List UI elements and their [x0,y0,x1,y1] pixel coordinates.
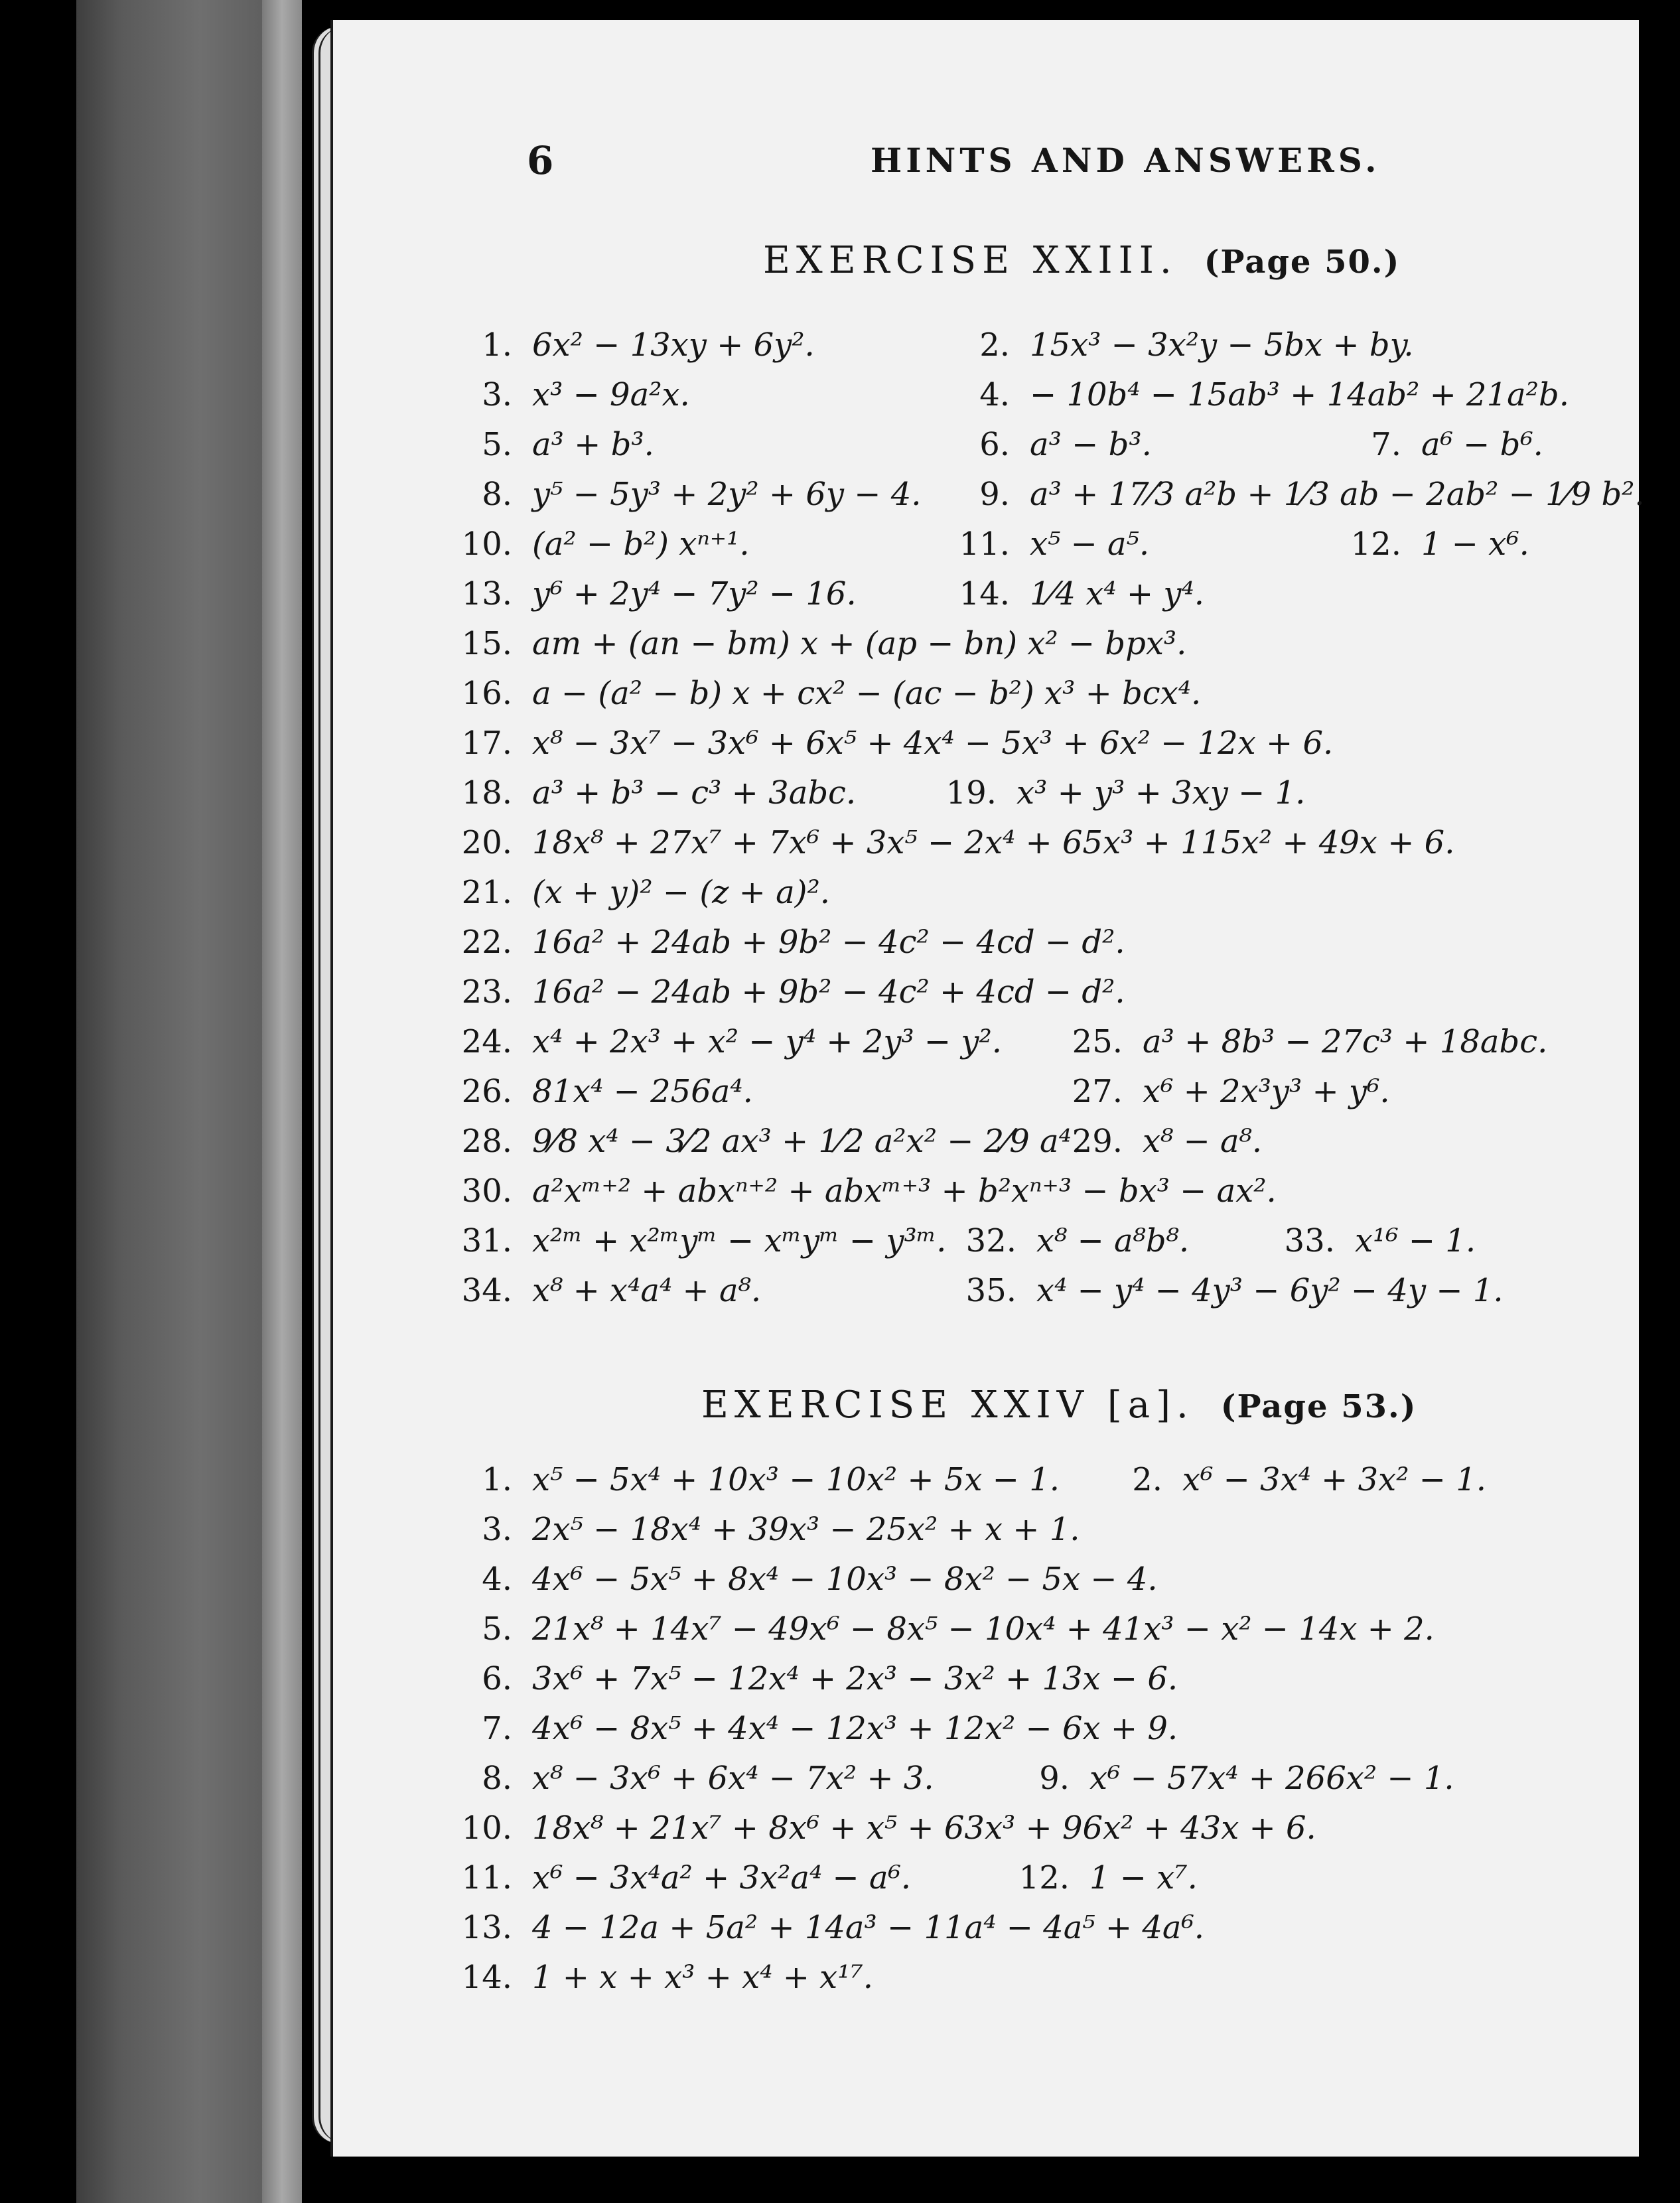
answer-item: 10. (a² − b²) xⁿ⁺¹. [461,526,750,563]
answer-row [333,1954,1639,2001]
page-reference: (Page 50.) [1204,244,1401,281]
answer-item: 24. x⁴ + 2x³ + x² − y⁴ + 2y³ − y². [461,1023,1003,1060]
answer-item: 1. 6x² − 13xy + 6y². [482,326,815,364]
answer-item: 33. x¹⁶ − 1. [1284,1222,1476,1259]
answer-item: 5. 21x⁸ + 14x⁷ − 49x⁶ − 8x⁵ − 10x⁴ + 41x³ − x² − 14x + 2. [482,1610,1435,1648]
answer-row [333,1068,1639,1115]
answer-item: 34. x⁸ + x⁴a⁴ + a⁸. [461,1272,762,1309]
answer-row [333,571,1639,617]
answer-row [333,1656,1639,1702]
answer-item: 8. y⁵ − 5y³ + 2y² + 6y − 4. [482,476,922,513]
answer-item: 17. x⁸ − 3x⁷ − 3x⁶ + 6x⁵ + 4x⁴ − 5x³ + 6x² − 12x + 6. [461,725,1334,762]
book-spine-band [262,0,302,2203]
running-title: HINTS AND ANSWERS. [871,141,1381,180]
answer-item: 15. am + (an − bm) x + (ap − bn) x² − bpx³. [461,625,1187,662]
answer-item: 9. x⁶ − 57x⁴ + 266x² − 1. [1039,1760,1454,1797]
answer-item: 2. 15x³ − 3x²y − 5bx + by. [979,326,1414,364]
answer-row [333,1705,1639,1752]
answer-row [333,1904,1639,1951]
answer-row [333,1805,1639,1851]
answer-item: 7. a⁶ − b⁶. [1371,426,1543,463]
exercise-title: EXERCISE XXIII. [763,239,1178,282]
page-reference: (Page 53.) [1220,1388,1417,1425]
answer-row [333,919,1639,965]
answer-item: 19. x³ + y³ + 3xy − 1. [945,774,1306,812]
answer-item: 30. a²xᵐ⁺² + abxⁿ⁺² + abxᵐ⁺³ + b²xⁿ⁺³ − bx³ − ax². [461,1173,1277,1210]
answer-row [333,471,1645,518]
exercise-title: EXERCISE XXIV [a]. [701,1384,1194,1427]
answer-row [333,1556,1639,1602]
answer-item: 3. x³ − 9a²x. [482,376,690,413]
answer-row [333,1606,1639,1652]
answer-item: 5. a³ + b³. [482,426,654,463]
answer-item: 27. x⁶ + 2x³y³ + y⁶. [1072,1073,1390,1110]
answer-item: 10. 18x⁸ + 21x⁷ + 8x⁶ + x⁵ + 63x³ + 96x² + 43x + 6. [461,1810,1316,1847]
answer-item: 18. a³ + b³ − c³ + 3abc. [461,774,857,812]
answer-item: 25. a³ + 8b³ − 27c³ + 18abc. [1072,1023,1548,1060]
answer-item: 8. x⁸ − 3x⁶ + 6x⁴ − 7x² + 3. [482,1760,934,1797]
answer-item: 32. x⁸ − a⁸b⁸. [965,1222,1190,1259]
answer-item: 13. 4 − 12a + 5a² + 14a³ − 11a⁴ − 4a⁵ + 4a⁶. [461,1909,1204,1946]
answer-row [333,1118,1639,1165]
answer-item: 11. x⁵ − a⁵. [959,526,1150,563]
answer-row [333,1855,1639,1901]
answer-item: 2. x⁶ − 3x⁴ + 3x² − 1. [1132,1461,1487,1498]
exercise-heading [701,1384,1417,1427]
answer-row [333,1019,1639,1065]
answer-row [333,1506,1639,1553]
answer-item: 4. 4x⁶ − 5x⁵ + 8x⁴ − 10x³ − 8x² − 5x − 4. [482,1561,1158,1598]
answer-row [333,969,1639,1015]
book-page [330,20,1645,2157]
answer-item: 22. 16a² + 24ab + 9b² − 4c² − 4cd − d². [461,924,1125,961]
answer-row [333,521,1639,567]
answer-item: 26. 81x⁴ − 256a⁴. [461,1073,753,1110]
answer-row [333,770,1639,816]
answer-row [333,1755,1639,1802]
answer-item: 7. 4x⁶ − 8x⁵ + 4x⁴ − 12x³ + 12x² − 6x + 9. [482,1710,1178,1747]
answer-item: 21. (x + y)² − (z + a)². [461,874,830,911]
answer-item: 14. 1⁄4 x⁴ + y⁴. [959,575,1205,612]
answer-row [333,1168,1639,1214]
answer-row [333,620,1639,667]
answer-item: 13. y⁶ + 2y⁴ − 7y² − 16. [461,575,857,612]
answer-item: 9. a³ + 17⁄3 a²b + 1⁄3 ab − 2ab² − 1⁄9 b². [979,476,1645,513]
exercise-heading [763,239,1400,282]
answer-row [333,869,1639,916]
answer-row [333,1218,1639,1264]
answer-row [333,720,1639,766]
answer-row [333,372,1639,418]
answer-item: 6. 3x⁶ + 7x⁵ − 12x⁴ + 2x³ − 3x² + 13x − 6. [482,1660,1178,1697]
answer-item: 28. 9⁄8 x⁴ − 3⁄2 ax³ + 1⁄2 a²x² − 2⁄9 a⁴. [461,1123,1082,1160]
answer-row [333,819,1639,866]
answer-row [333,322,1639,368]
answer-item: 3. 2x⁵ − 18x⁴ + 39x³ − 25x² + x + 1. [482,1511,1080,1548]
answer-item: 31. x²ᵐ + x²ᵐyᵐ − xᵐyᵐ − y³ᵐ. [461,1222,947,1259]
answer-item: 35. x⁴ − y⁴ − 4y³ − 6y² − 4y − 1. [965,1272,1504,1309]
answer-item: 1. x⁵ − 5x⁴ + 10x³ − 10x² + 5x − 1. [482,1461,1060,1498]
answer-item: 6. a³ − b³. [979,426,1152,463]
answer-item: 16. a − (a² − b) x + cx² − (ac − b²) x³ + bcx⁴. [461,675,1202,712]
page-number: 6 [527,138,554,183]
answer-item: 14. 1 + x + x³ + x⁴ + x¹⁷. [461,1959,873,1996]
answer-row [333,1457,1639,1503]
answer-row [333,1267,1639,1314]
answer-item: 4. − 10b⁴ − 15ab³ + 14ab² + 21a²b. [979,376,1569,413]
answer-item: 23. 16a² − 24ab + 9b² − 4c² + 4cd − d². [461,973,1125,1011]
answer-row [333,670,1639,717]
answer-item: 29. x⁸ − a⁸. [1072,1123,1263,1160]
answer-item: 12. 1 − x⁷. [1018,1859,1198,1896]
answer-item: 12. 1 − x⁶. [1350,526,1529,563]
answer-row [333,421,1639,468]
answer-item: 11. x⁶ − 3x⁴a² + 3x²a⁴ − a⁶. [461,1859,912,1896]
answer-item: 20. 18x⁸ + 27x⁷ + 7x⁶ + 3x⁵ − 2x⁴ + 65x³ + 115x² + 49x + 6. [461,824,1455,861]
